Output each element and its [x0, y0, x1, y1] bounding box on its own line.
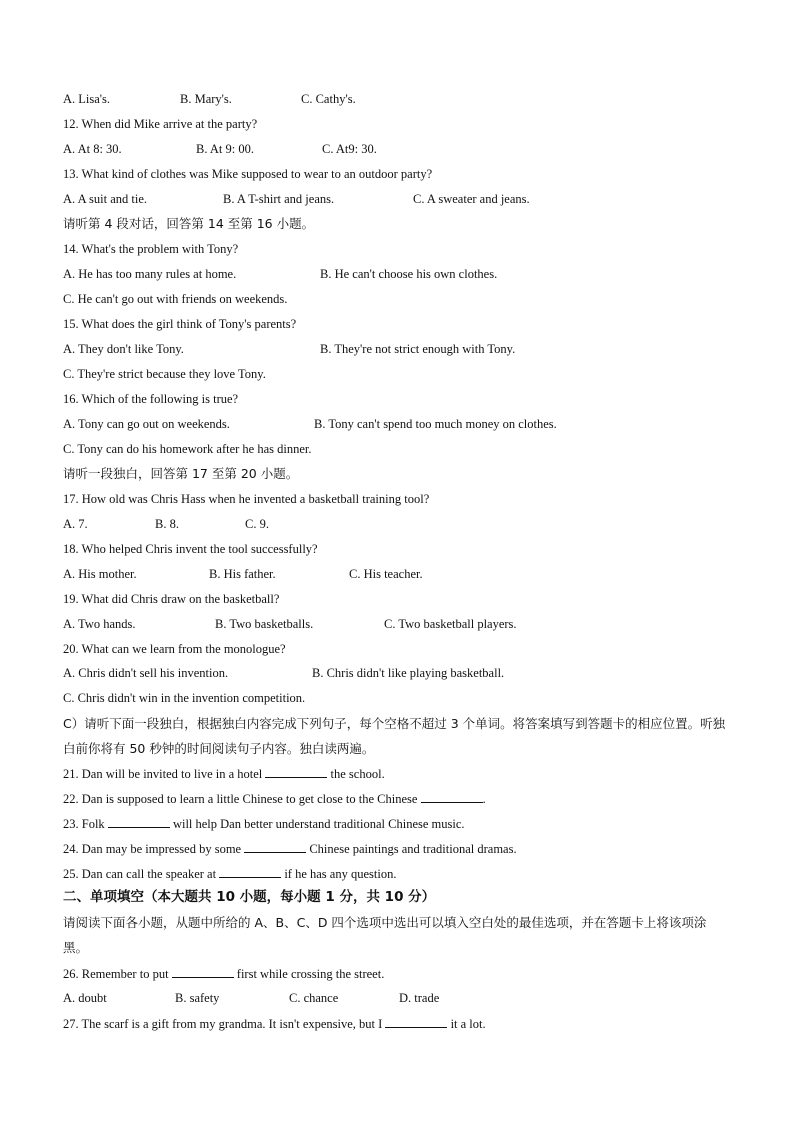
q12-option-c: C. At9: 30.	[322, 142, 377, 156]
monologue-instruction: 请听一段独白，回答第 17 至第 20 小题。	[63, 466, 299, 481]
q17-option-b: B. 8.	[155, 517, 179, 531]
q26-option-b: B. safety	[175, 991, 220, 1005]
q14-option-b: B. He can't choose his own clothes.	[320, 267, 498, 281]
part-2-heading: 二、单项填空（本大题共 10 小题，每小题 1 分，共 10 分）	[63, 889, 436, 905]
q20-stem: 20. What can we learn from the monologue?	[63, 642, 286, 656]
q20-option-a: A. Chris didn't sell his invention.	[63, 666, 229, 680]
q27-text-after: it a lot.	[447, 1017, 486, 1031]
q14-option-c: C. He can't go out with friends on weekends.	[63, 292, 288, 306]
q16-option-c: C. Tony can do his homework after he has dinner.	[63, 442, 312, 456]
q24-blank	[244, 840, 306, 853]
q13-stem: 13. What kind of clothes was Mike supposed to wear to an outdoor party?	[63, 167, 433, 181]
q24-text-before: 24. Dan may be impressed by some	[63, 842, 245, 856]
q23-sentence	[63, 815, 465, 832]
q26-option-a: A. doubt	[63, 991, 107, 1005]
q27-blank	[385, 1015, 447, 1028]
q26-option-c: C. chance	[289, 991, 339, 1005]
q11-option-c: C. Cathy's.	[301, 92, 356, 106]
q24-text-after: Chinese paintings and traditional dramas.	[306, 842, 517, 856]
q25-sentence	[63, 865, 396, 882]
q16-option-a: A. Tony can go out on weekends.	[63, 417, 230, 431]
q21-sentence	[63, 765, 385, 782]
q24-sentence	[63, 840, 517, 857]
q17-option-c: C. 9.	[245, 517, 269, 531]
q25-text-after: if he has any question.	[281, 867, 397, 881]
q23-blank	[108, 815, 170, 828]
q26-sentence	[63, 965, 384, 982]
q25-text-before: 25. Dan can call the speaker at	[63, 867, 220, 881]
q22-text-before: 22. Dan is supposed to learn a little Chinese to get close to the Chinese	[63, 792, 421, 806]
q23-text-before: 23. Folk	[63, 817, 108, 831]
q22-sentence	[63, 790, 486, 807]
section-c-instruction: C）请听下面一段独白，根据独白内容完成下列句子，每个空格不超过 3 个单词。将答案填写到答题卡的相应位置。听独白前你将有 50 秒钟的时间阅读句子内容。独白读两遍。	[63, 716, 726, 756]
q15-option-c: C. They're strict because they love Tony.	[63, 367, 266, 381]
q22-blank	[421, 790, 483, 803]
q18-option-c: C. His teacher.	[349, 567, 423, 581]
q14-stem: 14. What's the problem with Tony?	[63, 242, 239, 256]
q11-option-a: A. Lisa's.	[63, 92, 111, 106]
q17-option-a: A. 7.	[63, 517, 88, 531]
q27-text-before: 27. The scarf is a gift from my grandma. It isn't expensive, but I	[63, 1017, 386, 1031]
q21-blank	[265, 765, 327, 778]
q16-option-b: B. Tony can't spend too much money on clothes.	[314, 417, 557, 431]
q19-stem: 19. What did Chris draw on the basketball?	[63, 592, 280, 606]
q13-option-b: B. A T-shirt and jeans.	[223, 192, 335, 206]
q27-sentence	[63, 1015, 486, 1032]
q15-option-b: B. They're not strict enough with Tony.	[320, 342, 516, 356]
q18-stem: 18. Who helped Chris invent the tool successfully?	[63, 542, 318, 556]
q18-option-b: B. His father.	[209, 567, 276, 581]
q13-option-a: A. A suit and tie.	[63, 192, 148, 206]
q26-blank	[172, 965, 234, 978]
q11-option-b: B. Mary's.	[180, 92, 232, 106]
q19-option-c: C. Two basketball players.	[384, 617, 517, 631]
q17-stem: 17. How old was Chris Hass when he invented a basketball training tool?	[63, 492, 430, 506]
q26-text-after: first while crossing the street.	[233, 967, 385, 981]
q19-option-a: A. Two hands.	[63, 617, 136, 631]
q12-option-b: B. At 9: 00.	[196, 142, 254, 156]
q26-option-d: D. trade	[399, 991, 440, 1005]
part-2-instruction: 请阅读下面各小题，从题中所给的 A、B、C、D 四个选项中选出可以填入空白处的最佳选项，并在答题卡上将该项涂黑。	[63, 915, 707, 955]
q15-stem: 15. What does the girl think of Tony's parents?	[63, 317, 297, 331]
q16-stem: 16. Which of the following is true?	[63, 392, 239, 406]
dialogue-4-instruction: 请听第 4 段对话，回答第 14 至第 16 小题。	[63, 216, 315, 231]
q14-option-a: A. He has too many rules at home.	[63, 267, 237, 281]
q23-text-after: will help Dan better understand traditional Chinese music.	[169, 817, 465, 831]
q12-option-a: A. At 8: 30.	[63, 142, 122, 156]
q21-text-after: the school.	[327, 767, 385, 781]
q22-text-after: .	[482, 792, 486, 806]
q12-stem: 12. When did Mike arrive at the party?	[63, 117, 258, 131]
q20-option-b: B. Chris didn't like playing basketball.	[312, 666, 505, 680]
q20-option-c: C. Chris didn't win in the invention competition.	[63, 691, 306, 705]
q15-option-a: A. They don't like Tony.	[63, 342, 184, 356]
q13-option-c: C. A sweater and jeans.	[413, 192, 530, 206]
q19-option-b: B. Two basketballs.	[215, 617, 314, 631]
q21-text-before: 21. Dan will be invited to live in a hotel	[63, 767, 266, 781]
q25-blank	[219, 865, 281, 878]
q18-option-a: A. His mother.	[63, 567, 137, 581]
q26-text-before: 26. Remember to put	[63, 967, 172, 981]
